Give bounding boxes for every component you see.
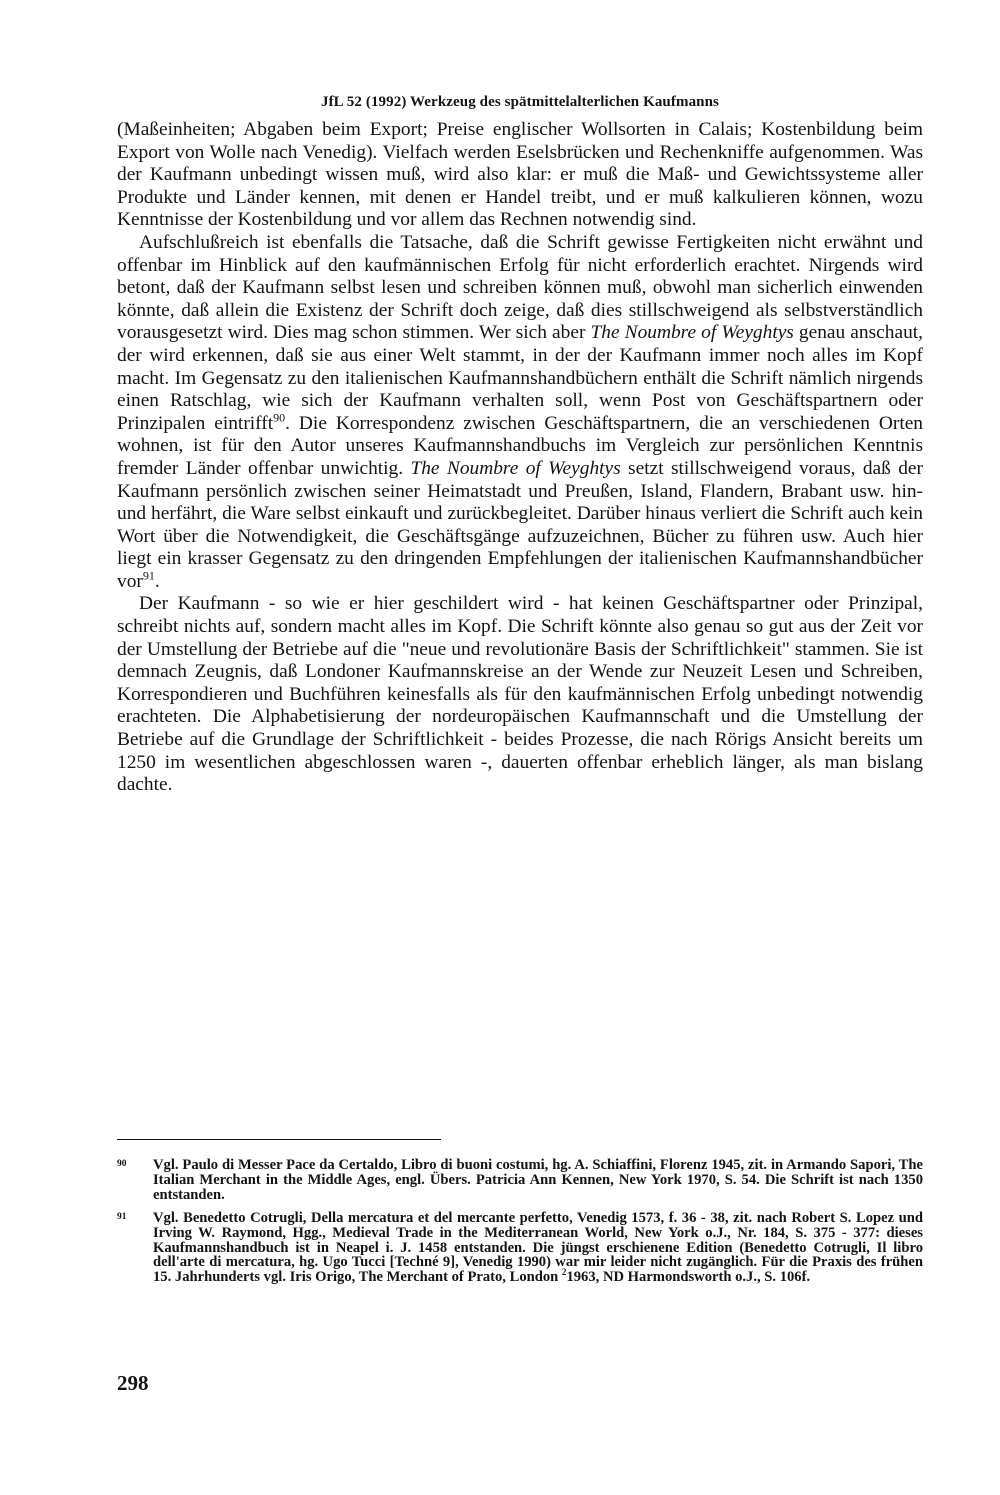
footnotes	[117, 1158, 923, 1293]
running-header: JfL 52 (1992) Werkzeug des spätmittelalterlichen Kaufmanns	[320, 94, 719, 110]
paragraph-2-text-a: Aufschlußreich ist ebenfalls die Tatsache, daß die Schrift gewisse Fertigkeiten nicht erwähnt und offenbar im Hinblick auf den kaufmännischen Erfolg für nicht erforderlich erachtet. Nirgends wird betont, daß der Kaufmann selbst lesen und schreiben können muß, obwohl man sicherlich einwenden könnte, daß allein die Existenz der Schrift doch zeige, daß dies stillschweigend als selbstverständlich vorausgesetzt wird. Dies mag schon stimmen. Wer sich aber	[117, 231, 923, 344]
paragraph-3: Der Kaufmann - so wie er hier geschildert wird - hat keinen Geschäftspartner oder Prinzipal, schreibt nichts auf, sondern macht alles im Kopf. Die Schrift könnte also genau so gut aus der Zeit vor der Umstellung der Betriebe auf die "neue und revolutionäre Basis der Schriftlichkeit" stammen. Sie ist demnach Zeugnis, daß Londoner Kaufmannskreise an der Wende zur Neuzeit Lesen und Schreiben, Korrespondieren und Buchführen keinesfalls als für den kaufmännischen Erfolg unbedingt notwendig erachteten. Die Alphabetisierung der nordeuropäischen Kaufmannschaft und die Umstellung der Betriebe auf die Grundlage der Schriftlichkeit - beides Prozesse, die nach Rörigs Ansicht bereits um 1250 im wesentlichen abgeschlossen waren -, dauerten offenbar erheblich länger, als man bislang dachte.	[117, 593, 923, 796]
footnote-number: 90	[117, 1159, 127, 1169]
paragraph-2-text-e: .	[154, 570, 160, 592]
work-title-noumbre-2: The Noumbre of Weyghtys	[410, 457, 621, 479]
footnote-91	[117, 1211, 923, 1286]
footnote-text	[153, 1210, 923, 1286]
footnote-text: Vgl. Paulo di Messer Pace da Certaldo, Libro di buoni costumi, hg. A. Schiaffini, Florenz 1945, zit. in Armando Sapori, The Italian Merchant in the Middle Ages, engl. Übers. Patricia Ann Kennen, New York 1970, S. 54. Die Schrift ist nach 1350 entstanden.	[153, 1157, 923, 1203]
paragraph-2	[117, 232, 923, 594]
page-number: 298	[117, 1371, 149, 1395]
work-title-noumbre: The Noumbre of Weyghtys	[590, 322, 794, 344]
paragraph-2-text-b: genau anschaut, der wird erkennen, daß sie aus einer Welt stammt, in der der Kaufmann immer noch alles im Kopf macht. Im Gegensatz zu den italienischen Kaufmannshandbüchern enthält die Schrift nämlich nirgends einen Ratschlag, wie sich der Kaufmann verhalten soll, wenn Post von Geschäftspartnern oder Prinzipalen eintrifft	[117, 322, 923, 434]
footnote-90	[117, 1158, 923, 1203]
footnote-ref-91[interactable]: 91	[142, 568, 155, 583]
footnote-text-a: Vgl. Benedetto Cotrugli, Della mercatura et del mercante perfetto, Venedig 1573, f. 36 - 38, zit. nach Robert S. Lopez und Irving W. Raymond, Hgg., Medieval Trade in the Mediterranean World, New York o.J., Nr. 184, S. 375 - 377: dieses Kaufmannshandbuch ist in Neapel i. J. 1458 entstanden. Die jüngst erschienene Edition (Benedetto Cotrugli, Il libro dell'arte di mercatura, hg. Ugo Tucci [Techné 9], Venedig 1990) war mir leider nicht zugänglich. Für die Praxis des frühen 15. Jahrhunderts vgl. Iris Origo, The Merchant of Prato, London	[153, 1209, 923, 1286]
edition-superscript: 2	[561, 1267, 567, 1278]
footnote-separator	[117, 1139, 441, 1140]
paragraph-1: (Maßeinheiten; Abgaben beim Export; Preise englischer Wollsorten in Calais; Kostenbildung beim Export von Wolle nach Venedig). Vielfach werden Eselsbrücken und Rechenkniffe aufgenommen. Was der Kaufmann unbedingt wissen muß, wird also klar: er muß die Maß- und Gewichtssysteme aller Produkte und Länder kennen, mit denen er Handel treibt, und er muß kalkulieren können, wozu Kenntnisse der Kostenbildung und vor allem das Rechnen notwendig sind.	[117, 119, 923, 231]
footnote-number: 91	[117, 1211, 127, 1222]
paragraph-2-text-d: setzt stillschweigend voraus, daß der Kaufmann persönlich zwischen seiner Heimatstadt und Preußen, Island, Flandern, Brabant usw. hin- und herfährt, die Ware selbst einkauft und zurückbegleitet. Darüber hinaus verliert die Schrift auch kein Wort über die Notwendigkeit, die Geschäftsgänge aufzuzeichnen, Bücher zu führen usw. Auch hier liegt ein krasser Gegensatz zu den dringenden Empfehlungen der italienischen Kaufmannshandbücher vor	[117, 457, 923, 592]
paragraph-2-text-c: . Die Korrespondenz zwischen Geschäftspartnern, die an verschiedenen Orten wohnen, ist für den Autor unseres Kaufmannshandbuchs im Vergleich zur persönlichen Kenntnis fremder Länder offenbar unwichtig.	[117, 412, 924, 479]
footnote-ref-90[interactable]: 90	[273, 410, 286, 425]
footnote-text-b: 1963, ND Harmondsworth o.J., S. 106f.	[566, 1269, 811, 1286]
body-text	[117, 119, 923, 797]
